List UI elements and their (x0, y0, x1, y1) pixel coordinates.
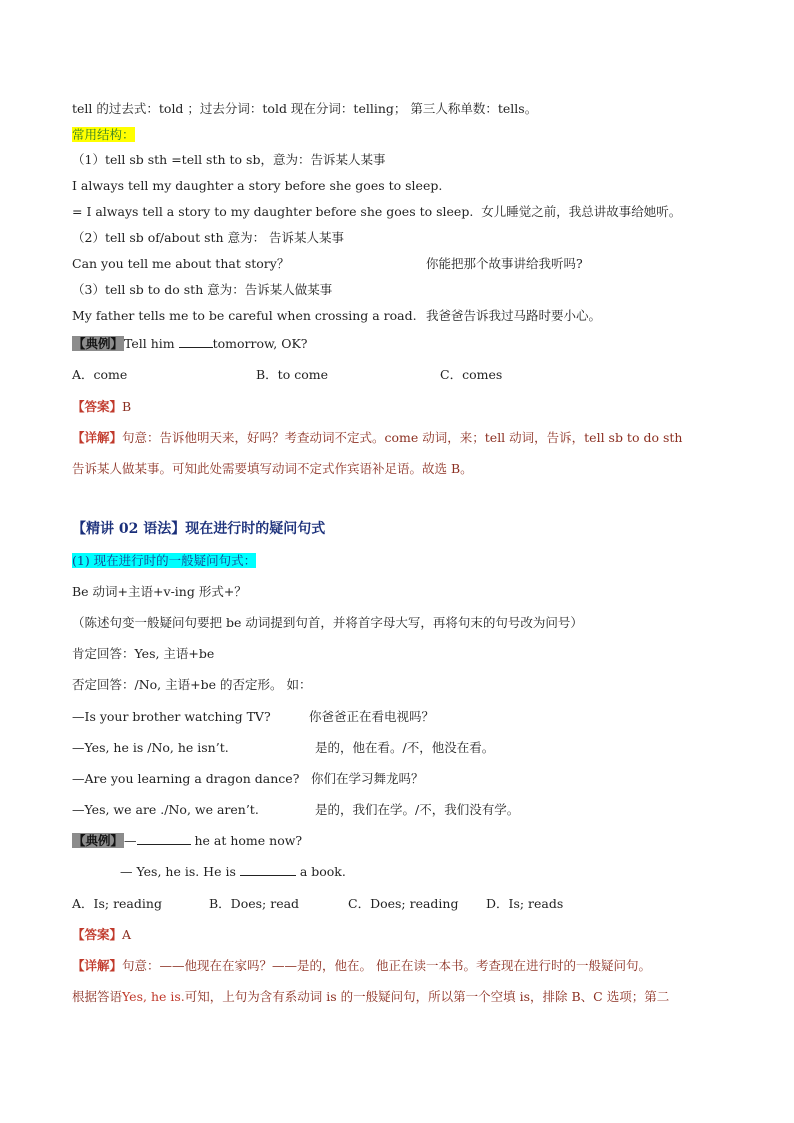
example-2-detail-2-quote: Yes, he is. (122, 989, 185, 1004)
dialogue-3-en: —Are you learning a dragon dance? (72, 771, 300, 786)
question-form-title (72, 552, 256, 570)
example-2-line-2-before: — Yes, he is. He is (120, 864, 240, 879)
structure-3-title: （3）tell sb to do sth 意为：告诉某人做某事 (72, 282, 333, 297)
question-formula: Be 动词+主语+v-ing 形式+？ (72, 584, 247, 599)
example-2-detail-2-prefix: 根据答语 (72, 989, 123, 1004)
example-1-answer-label: 【答案】 (72, 399, 123, 414)
negative-answer: 否定回答：/No, 主语+be 的否定形。 如： (72, 677, 312, 692)
dialogue-4-cn: 是的，我们在学。/不，我们没有学。 (315, 802, 520, 817)
example-2-detail-label: 【详解】 (72, 958, 123, 973)
example-2-option-a: A．Is; reading (72, 896, 162, 911)
structure-1-example-2-cn: 女儿睡觉之前，我总讲故事给她听。 (481, 204, 682, 219)
example-1-detail-2: 告诉某人做某事。可知此处需要填写动词不定式作宾语补足语。故选 B。 (72, 461, 473, 476)
example-2-dash: — (124, 833, 137, 848)
positive-answer: 肯定回答：Yes, 主语+be (72, 646, 215, 661)
example-1-option-c: C．comes (440, 367, 503, 382)
example-2-stem-after: he at home now? (190, 833, 303, 848)
example-2-detail-text-1: 句意：——他现在在家吗？——是的，他在。 他正在读一本书。考查现在进行时的一般疑问句。 (122, 958, 651, 973)
example-1-option-a: A．come (72, 367, 128, 382)
example-1-question (72, 335, 307, 353)
structure-3-example-cn: 我爸爸告诉我过马路时要小心。 (426, 308, 602, 323)
structure-3-example: My father tells me to be careful when crossing a road. (72, 308, 417, 323)
tell-forms-line: tell 的过去式：told ；过去分词：told 现在分词：telling； 第三人称单数：tells。 (72, 101, 538, 116)
structure-1-example-2 (72, 203, 681, 221)
common-structures-highlight: 常用结构： (72, 127, 135, 142)
example-1-blank (179, 335, 213, 348)
structure-2-title: （2）tell sb of/about sth 意为： 告诉某人某事 (72, 230, 345, 245)
dialogue-1-en: —Is your brother watching TV? (72, 709, 271, 724)
example-2-option-c: C．Does; reading (348, 896, 459, 911)
example-1-stem-after: tomorrow, OK? (212, 336, 308, 351)
example-1-option-b: B．to come (256, 367, 328, 382)
common-structures-label (72, 126, 135, 144)
dialogue-1-cn: 你爸爸正在看电视吗？ (309, 709, 435, 724)
example-1-answer-value: B (122, 399, 132, 414)
structure-1-title: （1）tell sb sth =tell sth to sb，意为：告诉某人某事 (72, 152, 386, 167)
example-2-question (72, 832, 302, 850)
example-2-detail-2 (72, 988, 669, 1006)
example-2-answer (72, 926, 131, 944)
example-2-line-2-after: a book. (295, 864, 346, 879)
structure-2-example-cn: 你能把那个故事讲给我听吗? (426, 256, 583, 271)
example-1-stem-before: Tell him (124, 336, 179, 351)
dialogue-4-en: —Yes, we are ./No, we aren’t. (72, 802, 259, 817)
structure-1-example-1: I always tell my daughter a story before she goes to sleep. (72, 178, 443, 193)
example-2-tag: 【典例】 (73, 833, 124, 848)
example-1-detail-text-1: 句意：告诉他明天来，好吗？考查动词不定式。come 动词，来；tell 动词，告诉，tell sb to do sth (122, 430, 683, 445)
section-2-title: 【精讲 02 语法】现在进行时的疑问句式 (72, 521, 326, 537)
example-2-answer-value: A (122, 927, 132, 942)
example-2-line-2 (120, 863, 346, 881)
example-2-answer-label: 【答案】 (72, 927, 123, 942)
example-1-tag: 【典例】 (73, 336, 124, 351)
example-1-detail-1 (72, 429, 682, 447)
example-2-blank-2 (240, 863, 296, 876)
dialogue-3-cn: 你们在学习舞龙吗？ (311, 771, 424, 786)
dialogue-2-en: —Yes, he is /No, he isn’t. (72, 740, 229, 755)
example-1-detail-label: 【详解】 (72, 430, 123, 445)
example-2-detail-1 (72, 957, 651, 975)
formula-note: （陈述句变一般疑问句要把 be 动词提到句首，并将首字母大写，再将句末的句号改为问号） (72, 615, 583, 630)
example-2-blank-1 (137, 832, 191, 845)
example-2-option-d: D．Is; reads (486, 896, 564, 911)
example-1-answer (72, 398, 131, 416)
structure-1-example-2-en: = I always tell a story to my daughter before she goes to sleep. (72, 204, 474, 219)
example-2-detail-2-rest: 可知，上句为含有系动词 is 的一般疑问句，所以第一个空填 is，排除 B、C 选项；第二 (184, 989, 670, 1004)
question-form-highlight: (1) 现在进行时的一般疑问句式： (72, 553, 257, 568)
structure-2-example: Can you tell me about that story？ (72, 256, 290, 271)
example-2-option-b: B．Does; read (209, 896, 300, 911)
dialogue-2-cn: 是的，他在看。/不，他没在看。 (315, 740, 495, 755)
